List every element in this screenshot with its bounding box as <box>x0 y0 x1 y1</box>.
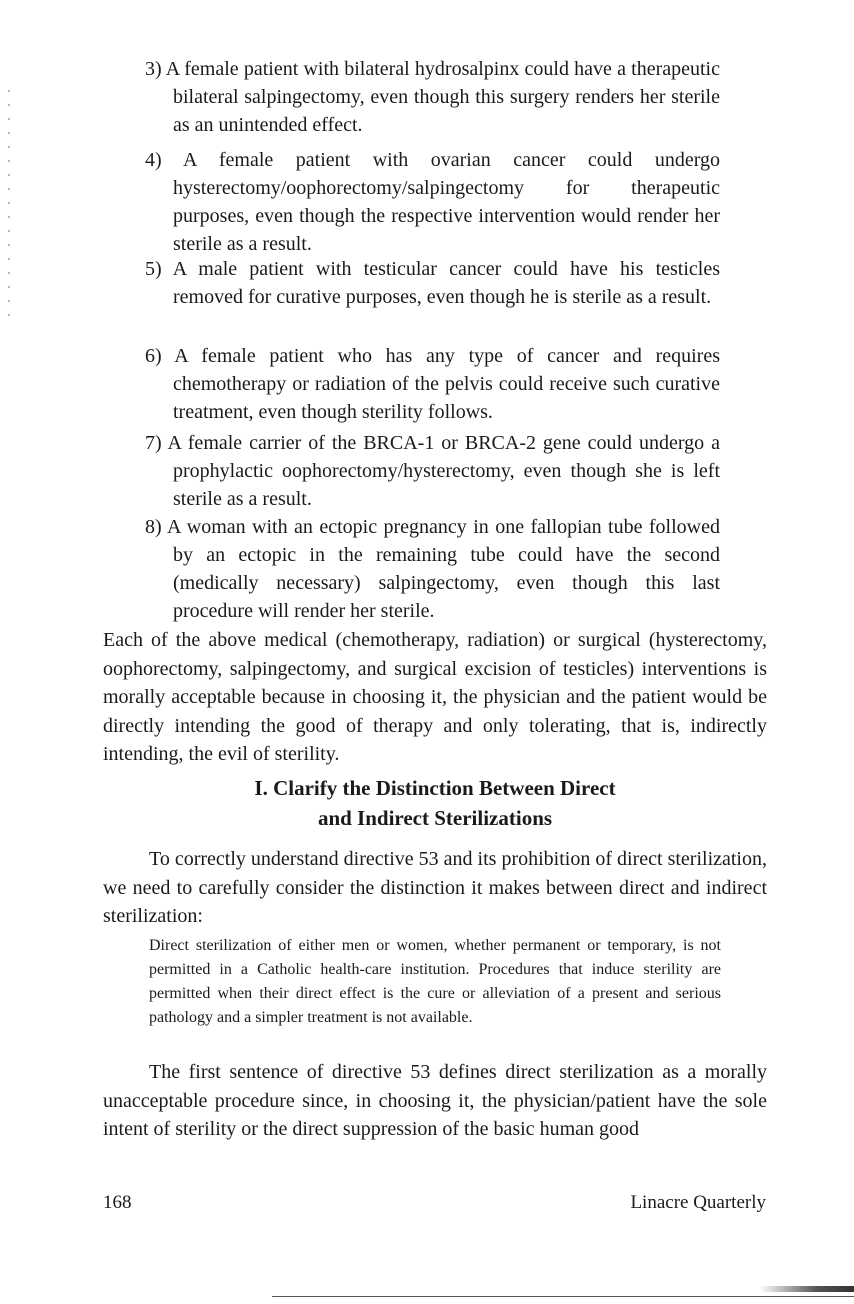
margin-scan-marks <box>8 90 10 320</box>
scan-edge-shadow <box>760 1286 854 1292</box>
list-item-7: 7) A female carrier of the BRCA-1 or BRCA-2 gene could undergo a prophylactic oophorectomy/hysterectomy, even though she is left sterile as a result. <box>145 432 720 510</box>
section-heading-line-2: and Indirect Sterilizations <box>317 806 553 830</box>
list-item-4: 4) A female patient with ovarian cancer could undergo hysterectomy/oophorectomy/salpingectomy for therapeutic purposes, even though the respective intervention would render her sterile as a result. <box>145 149 720 255</box>
directive-block-quote: Direct sterilization of either men or women, whether permanent or temporary, is not permitted in a Catholic health-care institution. Procedures that induce sterility are permitted when their direct effect is the cure or alleviation of a present and serious pathology and a simpler treatment is not available. <box>149 937 721 1026</box>
list-item-3: 3) A female patient with bilateral hydrosalpinx could have a therapeutic bilateral salpingectomy, even though this surgery renders her sterile as an unintended effect. <box>145 58 720 136</box>
summary-paragraph: Each of the above medical (chemotherapy, radiation) or surgical (hysterectomy, oophorectomy, salpingectomy, and surgical excision of testicles) interventions is morally acceptable because in choosing it, the physician and the patient would be directly intending the good of therapy and only tolerating, that is, indirectly intending, the evil of sterility. <box>103 629 767 765</box>
section-heading-line-1: I. Clarify the Distinction Between Direct <box>254 776 616 800</box>
page-number: 168 <box>103 1192 132 1213</box>
list-item-5: 5) A male patient with testicular cancer could have his testicles removed for curative purposes, even though he is sterile as a result. <box>145 258 720 308</box>
closing-paragraph: The first sentence of directive 53 defines direct sterilization as a morally unacceptable procedure since, in choosing it, the physician/patient have the sole intent of sterility or the direct suppression of the basic human good <box>103 1061 767 1140</box>
list-item-8: 8) A woman with an ectopic pregnancy in one fallopian tube followed by an ectopic in the remaining tube could have the second (medically necessary) salpingectomy, even though this last procedure will render her sterile. <box>145 516 720 622</box>
list-item-6: 6) A female patient who has any type of cancer and requires chemotherapy or radiation of the pelvis could receive such curative treatment, even though sterility follows. <box>145 345 720 423</box>
scan-edge-rule <box>272 1296 854 1297</box>
intro-paragraph: To correctly understand directive 53 and its prohibition of direct sterilization, we need to carefully consider the distinction it makes between direct and indirect sterilization: <box>103 848 767 927</box>
journal-name: Linacre Quarterly <box>630 1192 766 1213</box>
